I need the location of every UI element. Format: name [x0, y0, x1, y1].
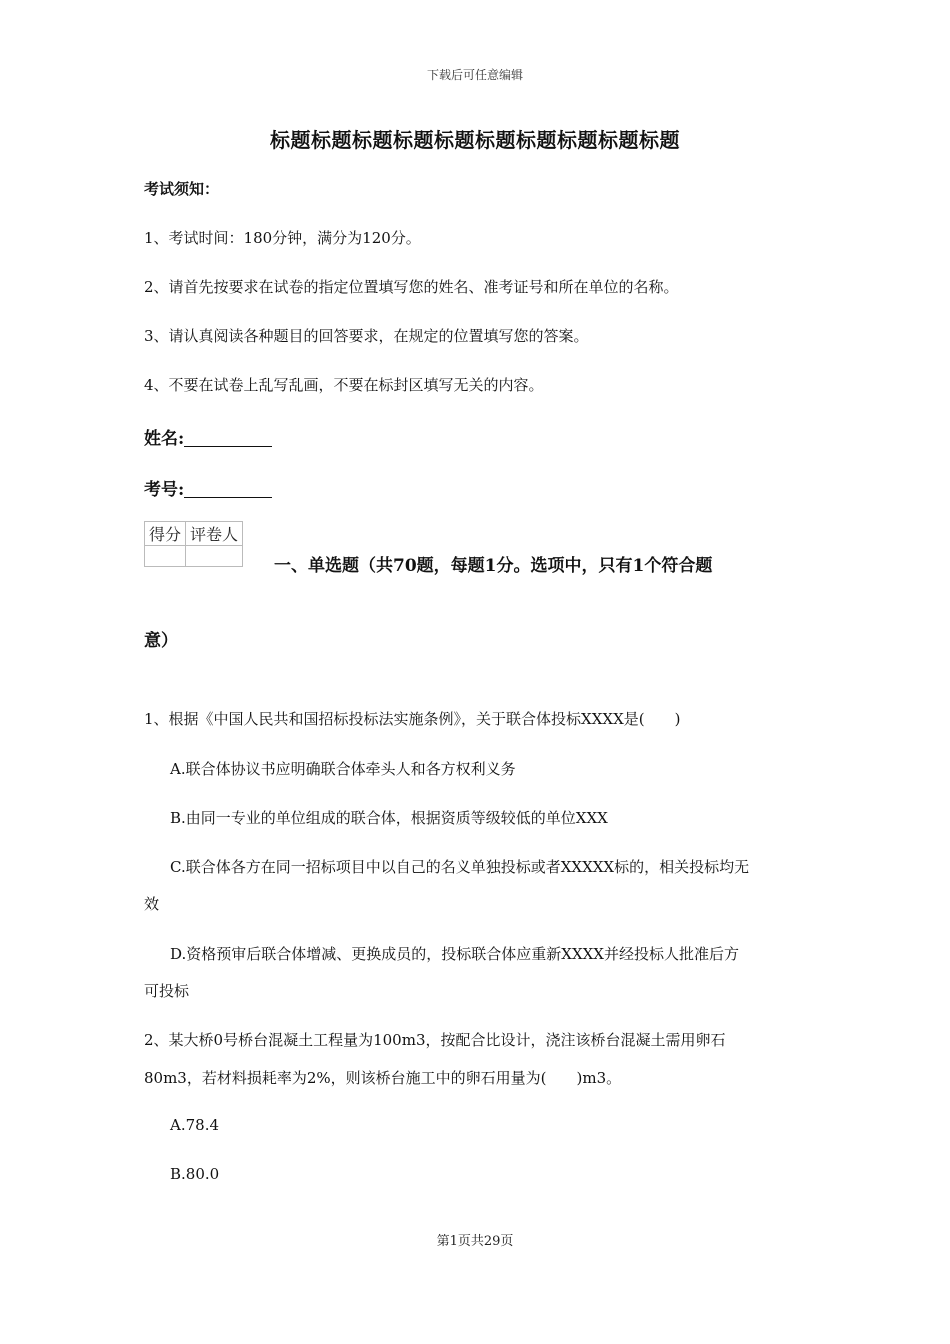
question-stem: 2、某大桥0号桥台混凝土工程量为100m3，按配合比设计，浇注该桥台混凝土需用卵石 — [144, 1031, 726, 1049]
grader-header: 评卷人 — [186, 522, 243, 546]
name-blank-line[interactable] — [184, 428, 272, 447]
section-title: 一、单选题（共70题，每题1分。选项中，只有1个符合题 — [274, 556, 713, 576]
header-note: 下载后可任意编辑 — [426, 68, 523, 82]
exam-number-blank-line[interactable] — [184, 479, 272, 498]
page-footer: 第1页共29页 — [436, 1234, 514, 1249]
option-b: B.80.0 — [170, 1165, 220, 1183]
instruction-item: 4、不要在试卷上乱写乱画，不要在标封区填写无关的内容。 — [144, 376, 544, 394]
instruction-item: 2、请首先按要求在试卷的指定位置填写您的姓名、准考证号和所在单位的名称。 — [144, 278, 679, 296]
option-c: C.联合体各方在同一招标项目中以自己的名义单独投标或者XXXXX标的，相关投标均无 — [170, 858, 750, 876]
option-c-continued: 效 — [144, 895, 160, 913]
name-label: 姓名: — [144, 429, 185, 449]
name-field — [144, 424, 272, 449]
score-table — [144, 521, 243, 567]
instruction-item: 1、考试时间：180分钟，满分为120分。 — [144, 229, 421, 247]
question-stem: 1、根据《中国人民共和国招标投标法实施条例》，关于联合体投标XXXX是( ) — [144, 710, 681, 728]
option-a: A.联合体协议书应明确联合体牵头人和各方权利义务 — [170, 760, 516, 778]
option-b: B.由同一专业的单位组成的联合体，根据资质等级较低的单位XXX — [170, 809, 608, 827]
section-title-continued: 意） — [144, 631, 178, 651]
instructions-heading: 考试须知： — [144, 180, 220, 198]
option-d: D.资格预审后联合体增减、更换成员的，投标联合体应重新XXXX并经投标人批准后方 — [170, 945, 739, 963]
instruction-item: 3、请认真阅读各种题目的回答要求，在规定的位置填写您的答案。 — [144, 327, 589, 345]
exam-number-label: 考号: — [144, 480, 185, 500]
option-d-continued: 可投标 — [144, 982, 190, 1000]
document-title: 标题标题标题标题标题标题标题标题标题标题 — [270, 128, 680, 152]
question-stem-continued: 80m3，若材料损耗率为2%，则该桥台施工中的卵石用量为( )m3。 — [144, 1069, 622, 1087]
exam-number-field — [144, 475, 272, 500]
grader-cell[interactable] — [186, 546, 243, 567]
option-a: A.78.4 — [170, 1116, 219, 1134]
score-header: 得分 — [145, 522, 186, 546]
score-cell[interactable] — [145, 546, 186, 567]
